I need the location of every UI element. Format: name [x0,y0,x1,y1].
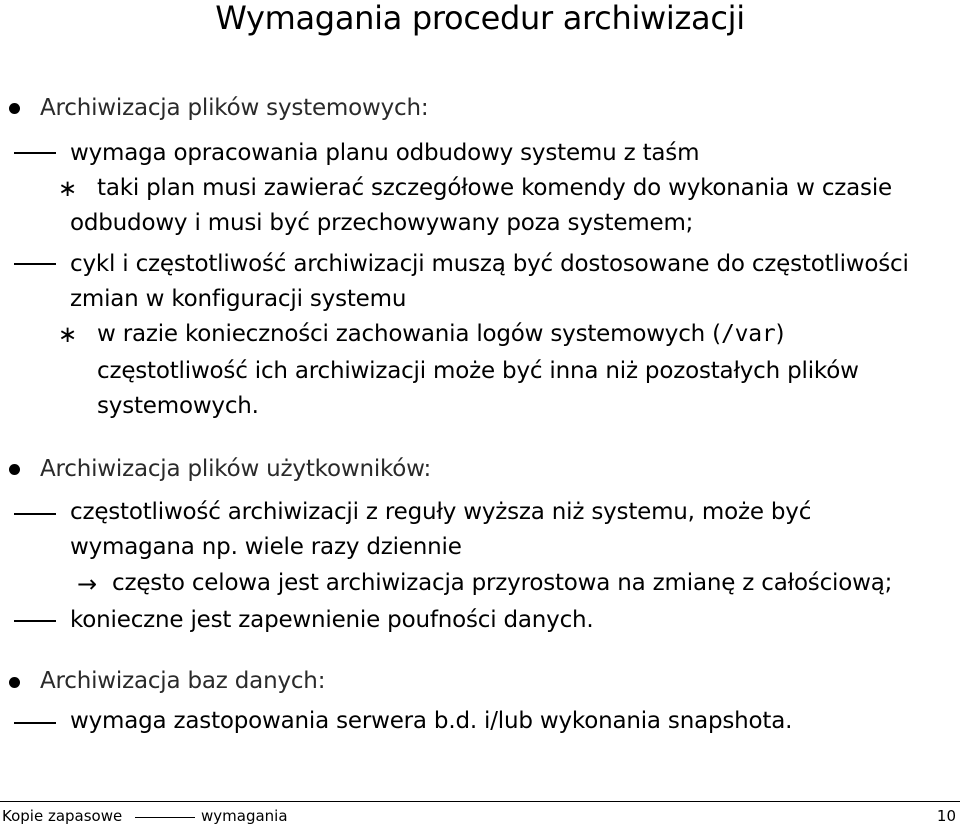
arrow-note: często celowa jest archiwizacja przyrostowa na zmianę z całościową; [112,570,893,596]
list-item: cykl i częstotliwość archiwizacji muszą być dostosowane do częstotliwości [70,251,909,277]
list-item: częstotliwość archiwizacji z reguły wyższa niż systemu, może być [70,499,812,525]
footer-right-text: wymagania [201,807,288,825]
arrow-right-icon: → [77,570,98,598]
dash-icon [14,263,56,265]
page-number: 10 [936,807,956,825]
subitem-text-end: ) [775,321,785,347]
subitem-text: w razie konieczności zachowania logów systemowych ( [97,321,721,347]
bullet-icon [9,677,20,688]
section-heading: Archiwizacja plików systemowych: [40,95,429,121]
list-subitem-continuation: systemowych. [97,393,259,419]
list-subitem-continuation: częstotliwość ich archiwizacji może być inna niż pozostałych plików [97,358,859,384]
list-item: wymaga opracowania planu odbudowy systemu z taśm [70,140,700,166]
section-heading: Archiwizacja plików użytkowników: [40,456,432,482]
list-subitem-continuation: odbudowy i musi być przechowywany poza systemem; [70,210,694,236]
list-item-continuation: wymagana np. wiele razy dziennie [70,534,462,560]
footer-left-text: Kopie zapasowe [2,807,123,825]
bullet-icon [9,103,20,114]
list-item: wymaga zastopowania serwera b.d. i/lub wykonania snapshota. [70,708,793,734]
dash-icon [14,152,56,154]
list-subitem [97,320,784,348]
footer-separator [135,817,195,818]
list-item: konieczne jest zapewnienie poufności danych. [70,607,594,633]
footer-divider [0,801,960,802]
dash-icon [14,620,56,622]
list-item-continuation: zmian w konfiguracji systemu [70,286,407,312]
code-path: /var [720,321,776,347]
asterisk-icon: ∗ [58,176,78,202]
asterisk-icon: ∗ [58,322,78,348]
dash-icon [14,513,56,515]
list-subitem: taki plan musi zawierać szczegółowe komendy do wykonania w czasie [97,175,892,201]
slide-title: Wymagania procedur archiwizacji [215,0,745,37]
section-heading: Archiwizacja baz danych: [40,668,326,694]
bullet-icon [9,464,20,475]
dash-icon [14,722,56,724]
